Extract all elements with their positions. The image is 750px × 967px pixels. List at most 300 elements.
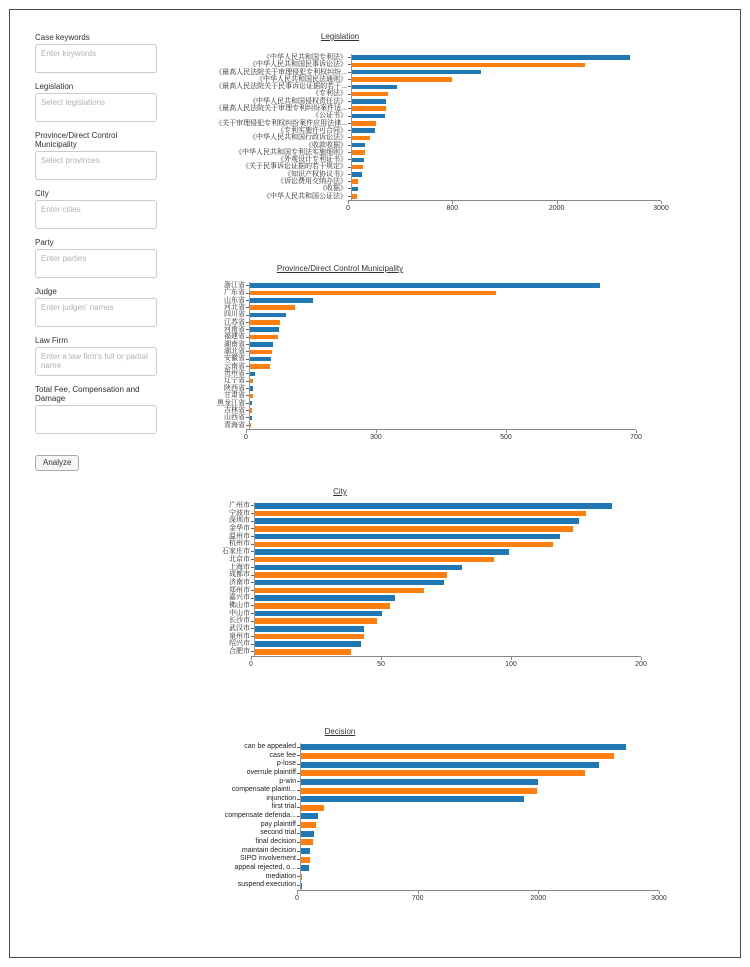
bar-label: 深圳市 — [229, 517, 250, 525]
bar-row — [200, 83, 661, 90]
x-axis-tick — [506, 430, 507, 433]
bar-label: appeal rejected, o... — [234, 863, 296, 871]
bar-track — [300, 752, 662, 761]
bar-label: 武汉市 — [229, 625, 250, 632]
bar-row — [200, 326, 636, 333]
bar-label: 陕西省 — [224, 384, 245, 392]
bar-row — [200, 69, 661, 76]
bar — [352, 77, 452, 82]
x-axis-tick — [538, 891, 539, 894]
bar-label: 河北省 — [224, 304, 245, 312]
bar-track — [249, 348, 639, 355]
bar-row — [200, 760, 659, 769]
bar — [255, 603, 390, 609]
law-firm-input[interactable] — [35, 347, 157, 376]
bar-label: 湖南省 — [224, 340, 245, 348]
bar-track — [351, 120, 664, 127]
bar-row — [200, 289, 636, 296]
bar-track — [351, 171, 664, 178]
bar — [250, 298, 313, 303]
bar-label: 江苏省 — [224, 318, 245, 326]
city-chart — [200, 487, 647, 682]
legislation-input[interactable] — [35, 93, 157, 122]
bar-label: maintain decision — [241, 846, 296, 854]
bar-label: suspend execution — [237, 881, 296, 889]
bar — [352, 99, 386, 104]
bar-row — [200, 610, 641, 618]
field-judge — [35, 287, 157, 332]
chart-rows — [200, 502, 641, 656]
bar-track — [254, 648, 644, 656]
chart-rows — [200, 54, 661, 200]
bar-track — [249, 311, 639, 318]
bar-label: 绍兴市 — [229, 640, 250, 648]
bar-track — [351, 185, 664, 192]
bar — [255, 634, 364, 640]
bar-label: first trial — [271, 803, 296, 811]
x-axis-tick-label: 0 — [244, 434, 248, 441]
bar-track — [254, 571, 644, 579]
field-case-keywords — [35, 33, 157, 78]
x-axis-tick-label: 800 — [446, 205, 459, 212]
bar — [255, 511, 586, 517]
bar — [352, 106, 386, 111]
bar-track — [300, 803, 662, 812]
bar-label: 杭州市 — [229, 540, 250, 548]
bar-label: 湖北省 — [224, 348, 245, 356]
bar-row — [200, 319, 636, 326]
bar-row — [200, 752, 659, 761]
bar-track — [351, 112, 664, 119]
bar-track — [249, 422, 639, 429]
x-axis-tick — [641, 657, 642, 660]
bar-track — [254, 502, 644, 510]
bar-track — [300, 760, 662, 769]
bar-row — [200, 134, 661, 141]
bar-label: 《中华人民共和国专利法》 — [263, 54, 347, 61]
bar-row — [200, 743, 659, 752]
bar-row — [200, 540, 641, 548]
bar-label: 辽宁省 — [224, 377, 245, 385]
bar-label: 长沙市 — [229, 617, 250, 625]
bar — [352, 143, 365, 148]
bar — [250, 357, 271, 362]
bar — [250, 416, 252, 421]
bar-track — [351, 127, 664, 134]
bar — [250, 350, 272, 355]
bar-label: 济南市 — [229, 578, 250, 586]
bar-row — [200, 795, 659, 804]
bar-label: 浙江省 — [224, 282, 245, 289]
bar — [250, 291, 496, 296]
bar — [352, 121, 376, 126]
bar — [301, 744, 626, 750]
field-province — [35, 131, 157, 185]
bar-row — [200, 311, 636, 318]
city-label: City — [35, 189, 49, 198]
bar-row — [200, 90, 661, 97]
bar-row — [200, 185, 661, 192]
bar-label: mediation — [265, 872, 296, 880]
bar-track — [249, 326, 639, 333]
bar-track — [254, 540, 644, 548]
x-axis-tick-label: 3000 — [653, 205, 669, 212]
bar-track — [351, 134, 664, 141]
bar-label: 宁波市 — [229, 509, 250, 517]
bar-row — [200, 392, 636, 399]
bar-label: 《专利法》 — [312, 90, 347, 98]
bar-track — [249, 355, 639, 362]
law-firm-label: Law Firm — [35, 336, 68, 345]
chart-rows — [200, 743, 659, 890]
x-axis-tick — [348, 201, 349, 204]
chart-title-legislation: Legislation — [320, 32, 360, 41]
province-input[interactable] — [35, 151, 157, 180]
bar — [250, 386, 253, 391]
bar-label: 佛山市 — [229, 601, 250, 609]
bar — [301, 839, 313, 845]
bar — [301, 848, 310, 854]
bar — [352, 63, 585, 68]
bar-track — [254, 579, 644, 587]
bar — [352, 158, 364, 163]
bar-row — [200, 587, 641, 595]
bar-row — [200, 400, 636, 407]
bar-track — [351, 163, 664, 170]
bar — [250, 283, 600, 288]
judge-input[interactable] — [35, 298, 157, 327]
bar-track — [351, 69, 664, 76]
bar-label: compensate plainti... — [231, 786, 296, 794]
bar-label: 《最高人民法院关于审理专利纠纷案件适... — [215, 105, 347, 113]
bar-row — [200, 422, 636, 429]
bar-label: 郑州市 — [229, 586, 250, 594]
x-axis-tick — [557, 201, 558, 204]
total-fee-input[interactable] — [35, 405, 157, 434]
bar-label: 青海省 — [224, 421, 245, 429]
bar-row — [200, 786, 659, 795]
x-axis-tick — [636, 430, 637, 433]
field-legislation — [35, 82, 157, 127]
x-axis-tick-label: 0 — [295, 895, 299, 902]
bar-label: p-lose — [276, 760, 296, 768]
bar — [301, 831, 314, 837]
bar-label: injunction — [266, 794, 296, 802]
bar — [301, 865, 309, 871]
case-keywords-input[interactable] — [35, 44, 157, 73]
bar-label: p-win — [279, 777, 296, 785]
bar — [301, 770, 585, 776]
bar-row — [200, 838, 659, 847]
bar-track — [254, 548, 644, 556]
field-law-firm — [35, 336, 157, 381]
bar-label: 合肥市 — [229, 648, 250, 656]
x-axis-tick-label: 0 — [249, 661, 253, 668]
x-axis-tick — [251, 657, 252, 660]
bar-track — [351, 83, 664, 90]
bar-row — [200, 847, 659, 856]
x-axis-tick-label: 700 — [630, 434, 642, 441]
province-chart — [200, 264, 642, 454]
x-axis-tick — [452, 201, 453, 204]
bar — [352, 70, 481, 75]
x-axis-tick — [511, 657, 512, 660]
total-fee-label: Total Fee, Compensation and Damage — [35, 385, 140, 403]
bar-label: 安徽省 — [224, 355, 245, 363]
bar-label: 《中华人民共和国民事诉讼法》 — [249, 61, 347, 69]
bar-row — [200, 370, 636, 377]
bar-track — [351, 178, 664, 185]
bar-label: 山东省 — [224, 296, 245, 304]
bar-label: 金华市 — [229, 525, 250, 533]
bar-track — [351, 105, 664, 112]
bar — [250, 423, 251, 428]
bar — [352, 114, 385, 119]
bar-label: 云南省 — [224, 362, 245, 370]
bar-row — [200, 812, 659, 821]
bar-row — [200, 193, 661, 200]
bar-row — [200, 98, 661, 105]
bar-row — [200, 602, 641, 610]
bar-track — [300, 778, 662, 787]
chart-title-city: City — [333, 487, 347, 496]
bar — [255, 565, 462, 571]
bar-row — [200, 178, 661, 185]
bar-row — [200, 594, 641, 602]
bar-row — [200, 821, 659, 830]
bar-row — [200, 414, 636, 421]
bar — [250, 335, 278, 340]
bar-row — [200, 517, 641, 525]
bar — [255, 534, 560, 540]
x-axis-tick-label: 2000 — [530, 895, 547, 902]
bar-track — [254, 556, 644, 564]
bar-label: 广东省 — [224, 289, 245, 297]
bar-row — [200, 149, 661, 156]
bar — [352, 194, 357, 199]
bar-track — [254, 533, 644, 541]
province-label: Province/Direct Control Municipality — [35, 131, 118, 149]
bar-row — [200, 502, 641, 510]
x-axis-tick-label: 300 — [370, 434, 382, 441]
x-axis-tick-label: 0 — [346, 205, 350, 212]
bar-track — [249, 392, 639, 399]
bar — [250, 408, 252, 413]
bar — [255, 626, 364, 632]
bar — [255, 542, 553, 548]
bar-label: overrule plaintiff — [246, 768, 296, 776]
bar-track — [300, 847, 662, 856]
bar — [255, 649, 351, 655]
chart-axis — [244, 429, 642, 444]
bar-label: 甘肃省 — [224, 392, 245, 400]
bar-label: 福建省 — [224, 333, 245, 341]
bar-row — [200, 120, 661, 127]
bar — [250, 313, 286, 318]
field-total-fee — [35, 385, 157, 439]
bar-row — [200, 855, 659, 864]
bar-row — [200, 829, 659, 838]
bar-track — [249, 370, 639, 377]
bar — [250, 401, 252, 406]
bar — [255, 641, 361, 647]
bar-track — [254, 640, 644, 648]
bar-row — [200, 533, 641, 541]
decision-chart — [200, 727, 667, 917]
legislation-label: Legislation — [35, 82, 74, 91]
bar — [352, 92, 388, 97]
bar-label: 《公证书》 — [312, 112, 347, 120]
bar-track — [254, 625, 644, 633]
bar-track — [254, 610, 644, 618]
bar-label: 《中华人民共和国行政诉讼法》 — [249, 134, 347, 142]
bar-track — [300, 873, 662, 882]
bar-row — [200, 105, 661, 112]
bar-label: 成都市 — [229, 571, 250, 579]
field-city — [35, 189, 157, 234]
city-input[interactable] — [35, 200, 157, 229]
bar — [250, 379, 253, 384]
bar-row — [200, 633, 641, 641]
bar-label: 中山市 — [229, 609, 250, 617]
bar-track — [249, 289, 639, 296]
bar-label: pay plaintiff — [260, 820, 296, 828]
bar — [301, 805, 324, 811]
bar — [301, 822, 316, 828]
bar-track — [249, 414, 639, 421]
bar — [255, 503, 612, 509]
bar-track — [249, 385, 639, 392]
bar — [255, 572, 447, 578]
bar-track — [300, 821, 662, 830]
chart-axis — [295, 890, 667, 905]
bar-label: 贵州省 — [224, 370, 245, 378]
bar-track — [249, 304, 639, 311]
bar-row — [200, 564, 641, 572]
bar — [301, 857, 310, 863]
chart-title-decision: Decision — [324, 727, 356, 736]
bar-row — [200, 769, 659, 778]
bar-label: 石家庄市 — [222, 548, 250, 556]
bar-label: compensate defenda... — [224, 812, 296, 820]
bar-track — [300, 864, 662, 873]
x-axis-tick — [297, 891, 298, 894]
bar-label: final decision — [255, 838, 296, 846]
bar-track — [249, 297, 639, 304]
bar-row — [200, 385, 636, 392]
bar-row — [200, 525, 641, 533]
x-axis-tick — [661, 201, 662, 204]
x-axis-tick-label: 100 — [505, 661, 517, 668]
bar-row — [200, 171, 661, 178]
bar-track — [300, 795, 662, 804]
bar — [352, 179, 358, 184]
bar-track — [254, 587, 644, 595]
bar-row — [200, 579, 641, 587]
bar-track — [351, 156, 664, 163]
bar-row — [200, 873, 659, 882]
bar-track — [254, 594, 644, 602]
bar-track — [300, 855, 662, 864]
bar — [255, 595, 395, 601]
bar — [301, 753, 614, 759]
bar-row — [200, 377, 636, 384]
chart-rows — [200, 282, 636, 429]
bar-label: case fee — [269, 751, 296, 759]
bar-track — [351, 90, 664, 97]
bar-label: can be appealed — [244, 743, 296, 750]
party-input[interactable] — [35, 249, 157, 278]
bar-label: 黑龙江省 — [217, 399, 245, 407]
bar-label: 《关于民事诉讼证据的若干规定》 — [242, 163, 347, 171]
bar-track — [249, 341, 639, 348]
x-axis-tick-label: 700 — [411, 895, 424, 902]
bar-label: 泉州市 — [229, 632, 250, 640]
bar — [250, 394, 253, 399]
bar — [301, 762, 599, 768]
bar-label: 广州市 — [229, 502, 250, 509]
bar — [352, 172, 362, 177]
bar-row — [200, 625, 641, 633]
x-axis-tick — [246, 430, 247, 433]
bar — [255, 557, 494, 563]
bar — [352, 128, 375, 133]
bar-label: 上海市 — [229, 563, 250, 571]
bar-track — [249, 333, 639, 340]
bar-row — [200, 61, 661, 68]
bar-label: 《中华人民共和国公证法》 — [263, 192, 347, 200]
bar-track — [351, 76, 664, 83]
bar-label: SIPO involvement — [239, 855, 296, 863]
bar — [352, 55, 630, 60]
bar — [250, 372, 255, 377]
bar-track — [249, 363, 639, 370]
bar-row — [200, 333, 636, 340]
bar-label: second trial — [260, 829, 296, 837]
analyze-button[interactable]: Analyze — [35, 455, 79, 471]
bar — [301, 796, 524, 802]
sidebar — [35, 33, 157, 471]
bar-track — [300, 838, 662, 847]
bar-label: 《中华人民共和国侵权责任法》 — [249, 97, 347, 105]
bar — [301, 813, 318, 819]
bar-track — [351, 142, 664, 149]
bar-track — [300, 829, 662, 838]
bar-track — [254, 633, 644, 641]
bar-track — [351, 98, 664, 105]
bar-row — [200, 348, 636, 355]
bar-label: 《收据》 — [319, 185, 347, 193]
bar-label: 温州市 — [229, 532, 250, 540]
bar — [255, 611, 382, 617]
bar-track — [300, 743, 662, 752]
bar-track — [254, 617, 644, 625]
bar-row — [200, 548, 641, 556]
x-axis-tick-label: 500 — [500, 434, 512, 441]
bar-row — [200, 282, 636, 289]
bar — [250, 305, 295, 310]
bar-track — [254, 510, 644, 518]
bar — [352, 136, 370, 141]
bar-row — [200, 864, 659, 873]
bar-label: 嘉兴市 — [229, 594, 250, 602]
bar — [255, 526, 573, 532]
field-party — [35, 238, 157, 283]
bar-label: 北京市 — [229, 555, 250, 563]
bar — [352, 187, 358, 192]
bar-row — [200, 341, 636, 348]
bar — [255, 588, 424, 594]
